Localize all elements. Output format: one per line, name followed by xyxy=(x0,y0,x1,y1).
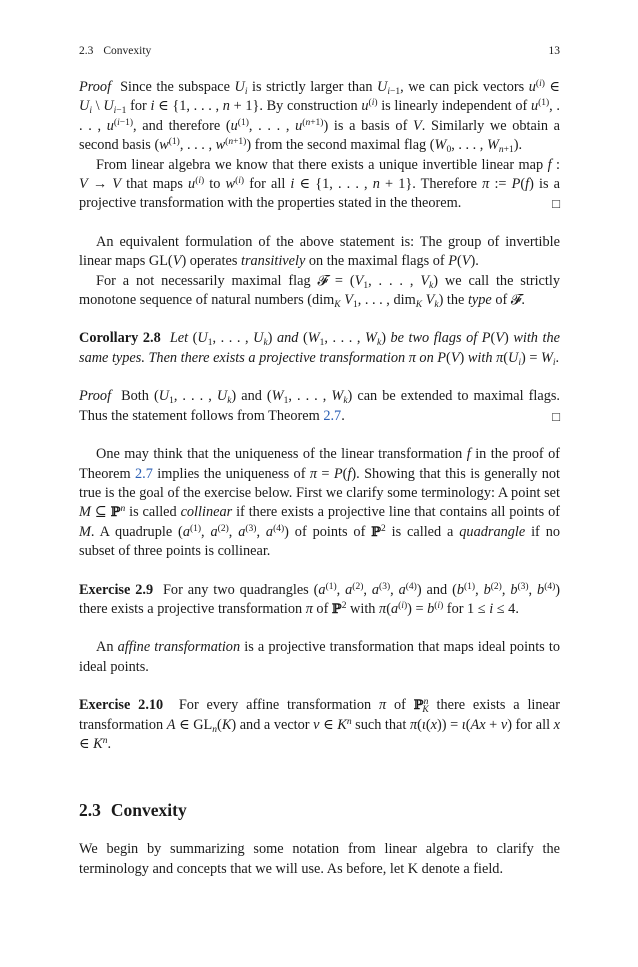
proof-paragraph-2: From linear algebra we know that there exists a unique invertible linear map f : V → V that maps $u^{(i)}$ to $w^{(i)}$ for all i ∈ {1, . . . , n + 1}. Therefore π := P(f) is a projective transformation with the properties stated in the theorem. □ xyxy=(79,156,560,214)
running-header-left xyxy=(79,44,151,58)
corollary-2-8: Corollary 2.8 Let ($U_1$, . . . , $U_k$) and ($W_1$, . . . , $W_k$) be two flags of P(V) with the same types. Then there exists a projective transformation π on P(V) with $\pi(U_i) = W_i$. xyxy=(79,330,560,368)
section-intro: We begin by summarizing some notation from linear algebra to clarify the terminology and concepts that we will use. As before, let K denote a field. xyxy=(79,841,560,877)
proof-paragraph-1: Proof Since the subspace $U_i$ is strictly larger than $U_{i-1}$, we can pick vectors $u^{(i)}$ ∈ $U_i$ \ $U_{i-1}$ for i ∈ {1, . . . , n + 1}. By construction $u^{(i)}$ is linearly independent of $u^{(1)}$, . . . , $u^{(i-1)}$, and therefore ($u^{(1)}$, . . . , $u^{(n+1)}$) is a basis of V. Similarly we obtain a second basis ($w^{(1)}$, . . . , $w^{(n+1)}$) from the second maximal flag ($W_0$, . . . , $W_{n+1}$). xyxy=(79,79,561,156)
proof-label: Proof xyxy=(79,79,112,95)
page-number: 13 xyxy=(548,45,560,57)
theorem-link-2[interactable]: 2.7 xyxy=(135,465,153,482)
corollary-label: Corollary 2.8 xyxy=(79,330,161,347)
running-header xyxy=(79,44,560,58)
exercise-2-9: Exercise 2.9 For any two quadrangles ($a^{(1)}$, $a^{(2)}$, $a^{(3)}$, $a^{(4)}$) and ($b^{(1)}$, $b^{(2)}$, $b^{(3)}$, $b^{(4)}$) there exists a projective transformation π of ℙ$^2$ with $\pi(a^{(i)}) = b^{(i)}$ for 1 ≤ i ≤ 4. xyxy=(79,581,561,617)
paragraph-flag-type: For a not necessarily maximal flag 𝓕 = ($V_1$, . . . , $V_k$) we call the strictly monotone sequence of natural numbers (dim$_K$ $V_1$, . . . , dim$_K$ $V_k$) the type of 𝓕. xyxy=(79,272,560,311)
qed-symbol-2: □ xyxy=(552,408,560,424)
section-heading xyxy=(79,799,560,821)
exercise-2-10: Exercise 2.10 For every affine transformation π of ℙ$^n_K$ there exists a linear transformation A ∈ $GL_n(K)$ and a vector v ∈ $K^n$ such that π(ι(x)) = ι(Ax + v) for all x ∈ $K^n$. xyxy=(79,697,561,752)
theorem-link[interactable]: 2.7 xyxy=(323,407,342,424)
proof-corollary: Proof Both ($U_1$, . . . , $U_k$) and ($W_1$, . . . , $W_k$) can be extended to maximal flags. Thus the statement follows from Theorem 2.7. □ xyxy=(79,387,560,426)
header-section-number: 2.3 xyxy=(79,45,94,57)
paragraph-affine: An affine transformation is a projective transformation that maps ideal points to ideal points. xyxy=(79,639,560,675)
term-collinear: collinear xyxy=(180,504,233,521)
section-number: 2.3 xyxy=(79,800,101,821)
header-section-title: Convexity xyxy=(103,45,152,57)
exercise-label-2: Exercise 2.10 xyxy=(79,697,164,714)
paragraph-uniqueness: One may think that the uniqueness of the linear transformation f in the proof of Theorem 2.7 implies the uniqueness of π = P(f). Showing that this is generally not true is the goal of the exercise below. First we clarify some terminology: A point set M ⊆ ℙ$^n$ is called collinear if there exists a projective line that contains all points of M. A quadruple ($a^{(1)}$, $a^{(2)}$, $a^{(3)}$, $a^{(4)}$) of points of ℙ$^2$ is called a quadrangle if no subset of three points is collinear. xyxy=(79,446,561,560)
section-title: Convexity xyxy=(110,800,187,821)
proof-label-2: Proof xyxy=(79,388,112,405)
page-content xyxy=(79,44,560,879)
paragraph-group-action: An equivalent formulation of the above statement is: The group of invertible linear maps GL(V) operates transitively on the maximal flags of P(V). xyxy=(79,233,560,270)
term-affine: affine transformation xyxy=(117,639,241,656)
exercise-label: Exercise 2.9 xyxy=(79,581,154,598)
qed-symbol: □ xyxy=(552,196,560,212)
term-quadrangle: quadrangle xyxy=(459,523,526,540)
